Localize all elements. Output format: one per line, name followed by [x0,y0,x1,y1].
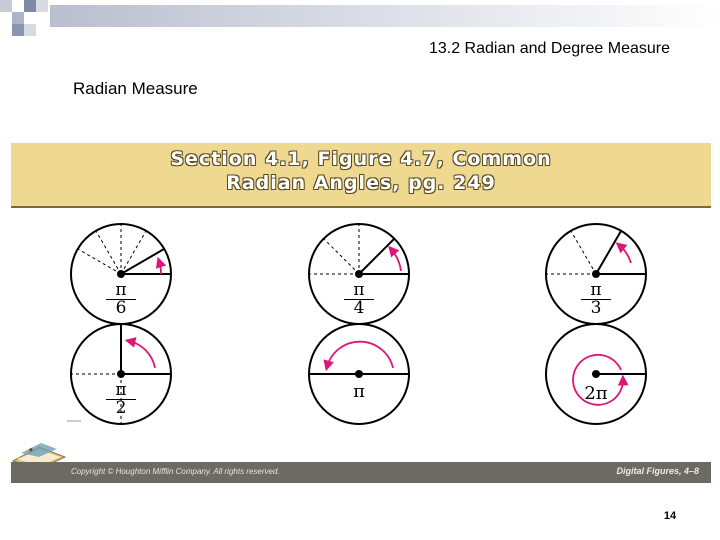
label-pi-over-2: $\frac{\pi}{2}$ [106,383,136,416]
figure-caption [11,147,711,195]
page-number: 14 [663,510,677,522]
angle-diagrams [11,213,711,443]
label-pi-over-3: $\frac{\pi}{3}$ [581,283,611,316]
figure-caption-line2: Radian Angles, pg. 249 [226,172,496,194]
figure-footer [11,462,711,483]
figure-banner [11,143,711,208]
slide-title: 13.2 Radian and Degree Measure [428,40,670,57]
label-2pi: 2π [584,383,608,404]
angle-2pi [546,324,646,424]
copyright-text: Copyright © Houghton Mifflin Company. All rights reserved. [71,467,280,476]
figure-reference: Digital Figures, 4–8 [616,466,699,476]
section-heading: Radian Measure [73,79,198,98]
label-pi-over-6: $\frac{\pi}{6}$ [106,283,136,316]
angle-pi [309,324,409,424]
textbook-figure [11,143,711,483]
label-pi-over-4: $\frac{\pi}{4}$ [344,283,374,316]
figure-caption-line1: Section 4.1, Figure 4.7, Common [170,148,552,170]
svg-text:◆: ◆ [29,447,33,453]
label-pi: π [353,381,365,402]
title-decoration [0,0,720,40]
